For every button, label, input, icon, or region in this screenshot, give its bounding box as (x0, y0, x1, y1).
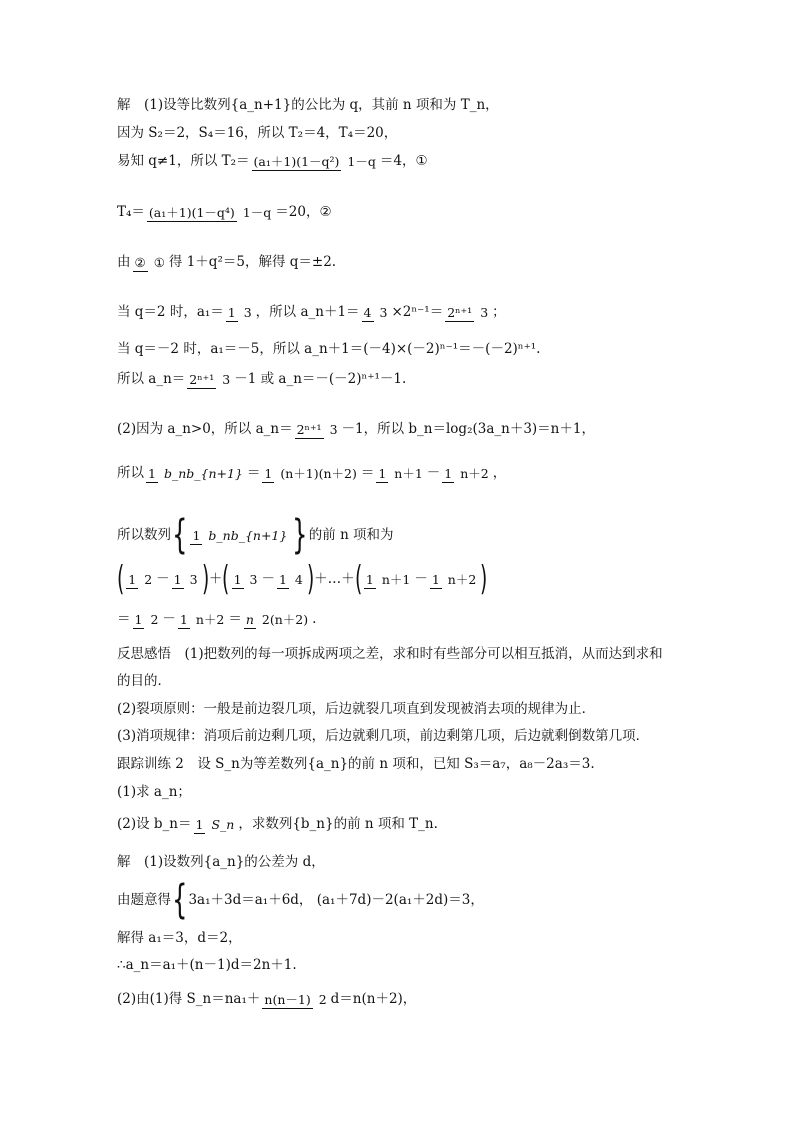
denominator: (n＋1)(n＋2) (280, 465, 357, 481)
reflection-2 (117, 700, 595, 718)
denominator: 2(n＋2) (261, 611, 309, 627)
denominator: 3 (189, 571, 198, 587)
system-lines (188, 890, 483, 910)
numerator: (a₁＋1)(1－q⁴) (148, 204, 235, 220)
fraction (362, 305, 390, 320)
fraction (445, 305, 490, 320)
numerator: 2ⁿ⁺¹ (447, 304, 473, 320)
numerator: n(n－1) (264, 991, 311, 1007)
given-values (117, 124, 397, 142)
numerator: 2ⁿ⁺¹ (296, 421, 322, 437)
numerator: 1 (195, 816, 204, 832)
text: ＝ (246, 465, 261, 481)
fraction (172, 572, 200, 587)
text: ＋ (208, 571, 223, 587)
numerator: 1 (431, 571, 440, 587)
right-paren: ) (306, 559, 315, 599)
numerator: 1 (192, 527, 201, 543)
numerator: 1 (233, 571, 242, 587)
text: 所以数列 (117, 527, 171, 543)
left-brace: { (172, 512, 188, 558)
text: (2)由(1)得 S_n＝na₁＋ (117, 991, 261, 1007)
denominator: ① (153, 254, 165, 270)
text: － (426, 465, 441, 481)
an-formula (117, 956, 297, 974)
text: 易知 q≠1，所以 T₂＝ (117, 153, 250, 169)
fraction (364, 572, 412, 587)
fraction (178, 612, 226, 627)
denominator: n＋2 (447, 571, 477, 587)
fraction (277, 572, 305, 587)
an-result (117, 370, 406, 388)
text: . (312, 611, 317, 627)
text: ＋…＋ (314, 571, 355, 587)
system-line-2: (a₁＋7d)－2(a₁＋2d)＝3， (316, 892, 484, 908)
text: － (156, 571, 170, 587)
denominator: b_nb_{n+1} (163, 465, 243, 481)
equation-1 (117, 152, 428, 170)
denominator: 3 (480, 304, 489, 320)
reflection-1-cont (117, 672, 171, 690)
denominator: 2 (318, 991, 327, 1007)
numerator: 1 (179, 611, 188, 627)
fraction (146, 466, 245, 481)
numerator: 1 (227, 304, 236, 320)
left-brace: { (172, 877, 188, 923)
text: (2)因为 a_n>0，所以 a_n＝ (117, 421, 293, 437)
fraction (232, 572, 260, 587)
denominator: n＋2 (460, 465, 489, 481)
right-paren: ) (480, 559, 488, 599)
text: － (162, 611, 176, 627)
equation-2 (117, 203, 332, 221)
text: 解 (1)设数列{a_n}的公差为 d， (117, 854, 325, 870)
text: ＝20， (275, 204, 320, 220)
denominator: 1－q (347, 153, 376, 169)
text: 由题意得 (117, 892, 171, 908)
text: 的目的． (117, 673, 171, 689)
fraction (262, 466, 358, 481)
left-paren: ( (354, 559, 362, 599)
text: 跟踪训练 2 设 S_n为等差数列{a_n}的前 n 项和，已知 S₃＝a₇，a₈－2a₃＝3. (117, 756, 595, 772)
numerator: (a₁＋1)(1－q²) (253, 153, 340, 169)
denominator: 3 (222, 371, 231, 387)
fraction (442, 466, 490, 481)
denominator: 1－q (242, 204, 272, 220)
exercise-q1 (117, 783, 191, 801)
denominator: 4 (294, 571, 303, 587)
fraction (147, 205, 273, 220)
denominator: n＋1 (394, 465, 423, 481)
right-paren: ) (201, 559, 209, 599)
numerator: 1 (278, 571, 287, 587)
right-brace: } (292, 512, 308, 558)
text: 反思感悟 (1)把数列的每一项拆成两项之差，求和时有些部分可以相互抵消，从而达到求和 (117, 646, 663, 662)
text: 当 q＝－2 时，a₁＝－5，所以 a_n＋1＝(－4)×(－2)ⁿ⁻¹＝－(－2)ⁿ⁺¹. (117, 341, 541, 357)
text: ，所以 a_n＋1＝ (255, 304, 360, 320)
denominator: 3 (329, 421, 338, 437)
numerator: 2ⁿ⁺¹ (189, 371, 215, 387)
text: ＝ (360, 465, 375, 481)
fraction (187, 372, 232, 387)
text: ，求数列{b_n}的前 n 项和 T_n. (238, 816, 438, 832)
equation-system (117, 877, 484, 923)
fraction (376, 466, 424, 481)
telescoping-sum (116, 559, 488, 599)
numerator: 1 (173, 571, 182, 587)
case-q-2 (117, 303, 506, 321)
ratio-line (117, 253, 336, 271)
text: (2)设 b_n＝ (117, 816, 192, 832)
denominator: 3 (249, 571, 258, 587)
fraction (295, 422, 340, 437)
solution-part2 (117, 420, 595, 438)
fraction (133, 255, 167, 270)
text: － (261, 571, 275, 587)
text: 由 (117, 254, 131, 270)
sn-formula (117, 990, 416, 1008)
text: ； (492, 304, 506, 320)
numerator: 1 (134, 611, 143, 627)
denominator: 2 (150, 611, 159, 627)
numerator: n (245, 611, 254, 627)
fraction (190, 528, 289, 543)
fraction (226, 305, 254, 320)
text: ＝4， (379, 153, 416, 169)
text: 的前 n 项和为 (308, 527, 394, 543)
reflection-3 (117, 727, 649, 745)
text: 当 q＝2 时，a₁＝ (117, 304, 224, 320)
numerator: 1 (365, 571, 374, 587)
equation-marker: ② (319, 204, 332, 220)
fraction (252, 154, 378, 169)
numerator: 4 (363, 304, 372, 320)
reflection-1 (117, 645, 663, 663)
denominator: b_nb_{n+1} (208, 527, 288, 543)
denominator: 3 (243, 304, 252, 320)
text: 所以 a_n＝ (117, 371, 186, 387)
numerator: 1 (378, 465, 387, 481)
exercise-q2 (117, 815, 438, 833)
text: ＝ (228, 611, 242, 627)
solved-values (117, 929, 242, 947)
text: 得 1＋q²＝5，解得 q＝±2. (168, 254, 337, 270)
text: (3)消项规律：消项后前边剩几项，后边就剩几项，前边剩第几项，后边就剩倒数第几项． (117, 728, 650, 744)
equation-marker: ① (415, 153, 428, 169)
sum-result (117, 610, 316, 628)
left-paren: ( (116, 559, 125, 599)
text: ， (492, 465, 507, 481)
fraction (244, 612, 310, 627)
text: 因为 S₂＝2，S₄＝16，所以 T₂＝4，T₄＝20， (117, 125, 398, 141)
text: ＝ (117, 611, 131, 627)
denominator: 3 (379, 304, 388, 320)
text: d＝n(n＋2)， (330, 991, 417, 1007)
numerator: ② (134, 254, 146, 270)
denominator: 2 (144, 571, 153, 587)
text: ∴a_n＝a₁＋(n－1)d＝2n＋1. (117, 957, 297, 973)
text: (2)裂项原则：一般是前边裂几项，后边就裂几项直到发现被消去项的规律为止． (117, 701, 596, 717)
numerator: 1 (264, 465, 273, 481)
denominator: n＋2 (195, 611, 225, 627)
exercise-2 (117, 755, 595, 773)
fraction (430, 572, 478, 587)
fraction (194, 817, 237, 832)
denominator: n＋1 (381, 571, 411, 587)
text: ×2ⁿ⁻¹＝ (391, 304, 444, 320)
fraction (262, 992, 328, 1007)
numerator: 1 (128, 571, 137, 587)
split-fraction (117, 464, 506, 482)
case-q-neg2 (117, 340, 540, 358)
text: (1)求 a_n； (117, 784, 191, 800)
numerator: 1 (148, 465, 156, 481)
text: －1 或 a_n＝－(－2)ⁿ⁺¹－1. (234, 371, 407, 387)
fraction (133, 612, 161, 627)
text: 所以 (117, 465, 144, 481)
system-line-1: 3a₁＋3d＝a₁＋6d， (188, 892, 313, 908)
text: －1，所以 b_n＝log₂(3a_n＋3)＝n＋1， (341, 421, 595, 437)
text: 解 (1)设等比数列{a_n+1}的公比为 q，其前 n 项和为 T_n， (117, 97, 499, 113)
sequence-sum-intro (117, 512, 394, 558)
solution-part1-intro (117, 96, 499, 114)
text: 解得 a₁＝3，d＝2， (117, 930, 242, 946)
fraction (126, 572, 154, 587)
text: － (414, 571, 428, 587)
numerator: 1 (444, 465, 453, 481)
left-paren: ( (222, 559, 230, 599)
text: T₄＝ (117, 204, 145, 220)
exercise-solution-1 (117, 853, 325, 871)
denominator: S_n (211, 816, 235, 832)
